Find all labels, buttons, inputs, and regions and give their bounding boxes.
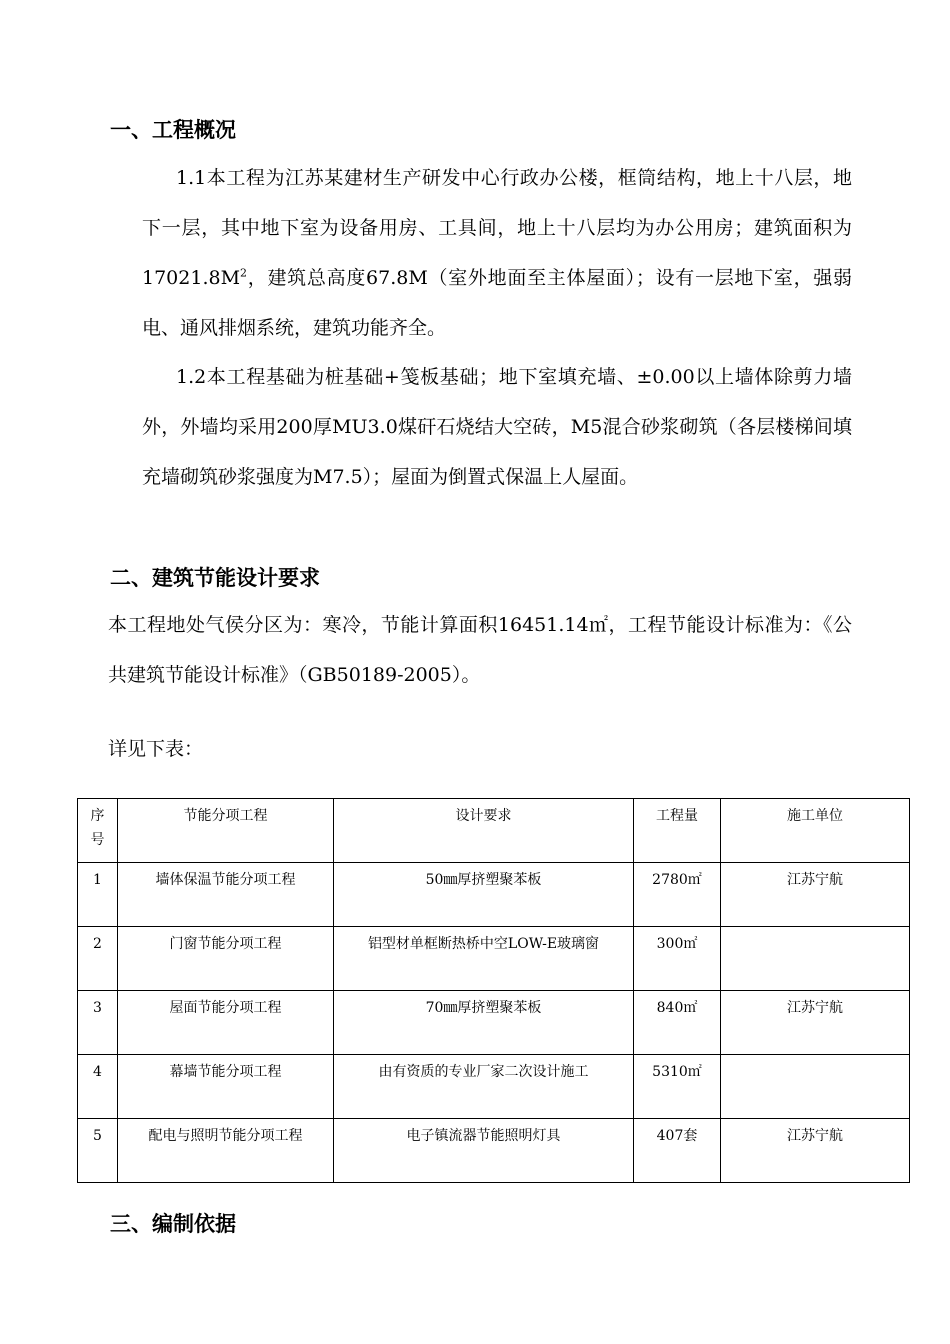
header-cell-requirement: 设计要求 (334, 799, 634, 863)
cell-no: 1 (78, 863, 118, 927)
cell-contractor: 江苏宁航 (721, 991, 910, 1055)
cell-contractor (721, 1055, 910, 1119)
cell-item: 门窗节能分项工程 (118, 927, 334, 991)
cell-item: 配电与照明节能分项工程 (118, 1119, 334, 1183)
overview-paragraph-1-text: 1.1本工程为江苏某建材生产研发中心行政办公楼，框筒结构，地上十八层，地下一层，其中地下室为设备用房、工具间，地上十八层均为办公用房；建筑面积为17021.8M (142, 167, 852, 289)
cell-quantity: 407套 (634, 1119, 721, 1183)
overview-paragraph-1 (142, 153, 852, 353)
cell-quantity: 840㎡ (634, 991, 721, 1055)
cell-requirement: 50㎜厚挤塑聚苯板 (334, 863, 634, 927)
cell-requirement: 铝型材单框断热桥中空LOW-E玻璃窗 (334, 927, 634, 991)
table-row (78, 1055, 910, 1119)
cell-no: 5 (78, 1119, 118, 1183)
cell-no: 2 (78, 927, 118, 991)
cell-contractor: 江苏宁航 (721, 863, 910, 927)
overview-paragraph-2: 1.2本工程基础为桩基础+笺板基础；地下室填充墙、±0.00以上墙体除剪力墙外，外墙均采用200厚MU3.0煤矸石烧结大空砖，M5混合砂浆砌筑（各层楼梯间填充墙砌筑砂浆强度为M7.5）；屋面为倒置式保温上人屋面。 (142, 366, 852, 488)
header-cell-no: 序号 (78, 799, 118, 863)
cell-requirement: 电子镇流器节能照明灯具 (334, 1119, 634, 1183)
cell-item: 屋面节能分项工程 (118, 991, 334, 1055)
cell-no: 4 (78, 1055, 118, 1119)
table-row (78, 863, 910, 927)
cell-quantity: 5310㎡ (634, 1055, 721, 1119)
table-intro: 详见下表： (108, 738, 204, 760)
cell-contractor (721, 927, 910, 991)
cell-quantity: 300㎡ (634, 927, 721, 991)
energy-table (77, 798, 910, 1183)
cell-requirement: 由有资质的专业厂家二次设计施工 (334, 1055, 634, 1119)
cell-contractor: 江苏宁航 (721, 1119, 910, 1183)
cell-no: 3 (78, 991, 118, 1055)
cell-item: 墙体保温节能分项工程 (118, 863, 334, 927)
table-row (78, 927, 910, 991)
cell-item: 幕墙节能分项工程 (118, 1055, 334, 1119)
section-heading-basis: 三、编制依据 (110, 1212, 236, 1236)
cell-quantity: 2780㎡ (634, 863, 721, 927)
table-row (78, 991, 910, 1055)
superscript-2: 2 (240, 266, 248, 280)
cell-requirement: 70㎜厚挤塑聚苯板 (334, 991, 634, 1055)
table-header-row (78, 799, 910, 863)
header-cell-contractor: 施工单位 (721, 799, 910, 863)
header-cell-item: 节能分项工程 (118, 799, 334, 863)
section-heading-overview: 一、工程概况 (110, 118, 236, 142)
energy-paragraph: 本工程地处气侯分区为：寒冷，节能计算面积16451.14㎡，工程节能设计标准为：《公共建筑节能设计标准》（GB50189-2005）。 (108, 614, 852, 686)
header-cell-quantity: 工程量 (634, 799, 721, 863)
overview-paragraph-1-text-cont: ，建筑总高度67.8M（室外地面至主体屋面）；设有一层地下室，强弱电、通风排烟系统，建筑功能齐全。 (142, 267, 852, 339)
table-row (78, 1119, 910, 1183)
section-heading-energy: 二、建筑节能设计要求 (110, 566, 320, 590)
